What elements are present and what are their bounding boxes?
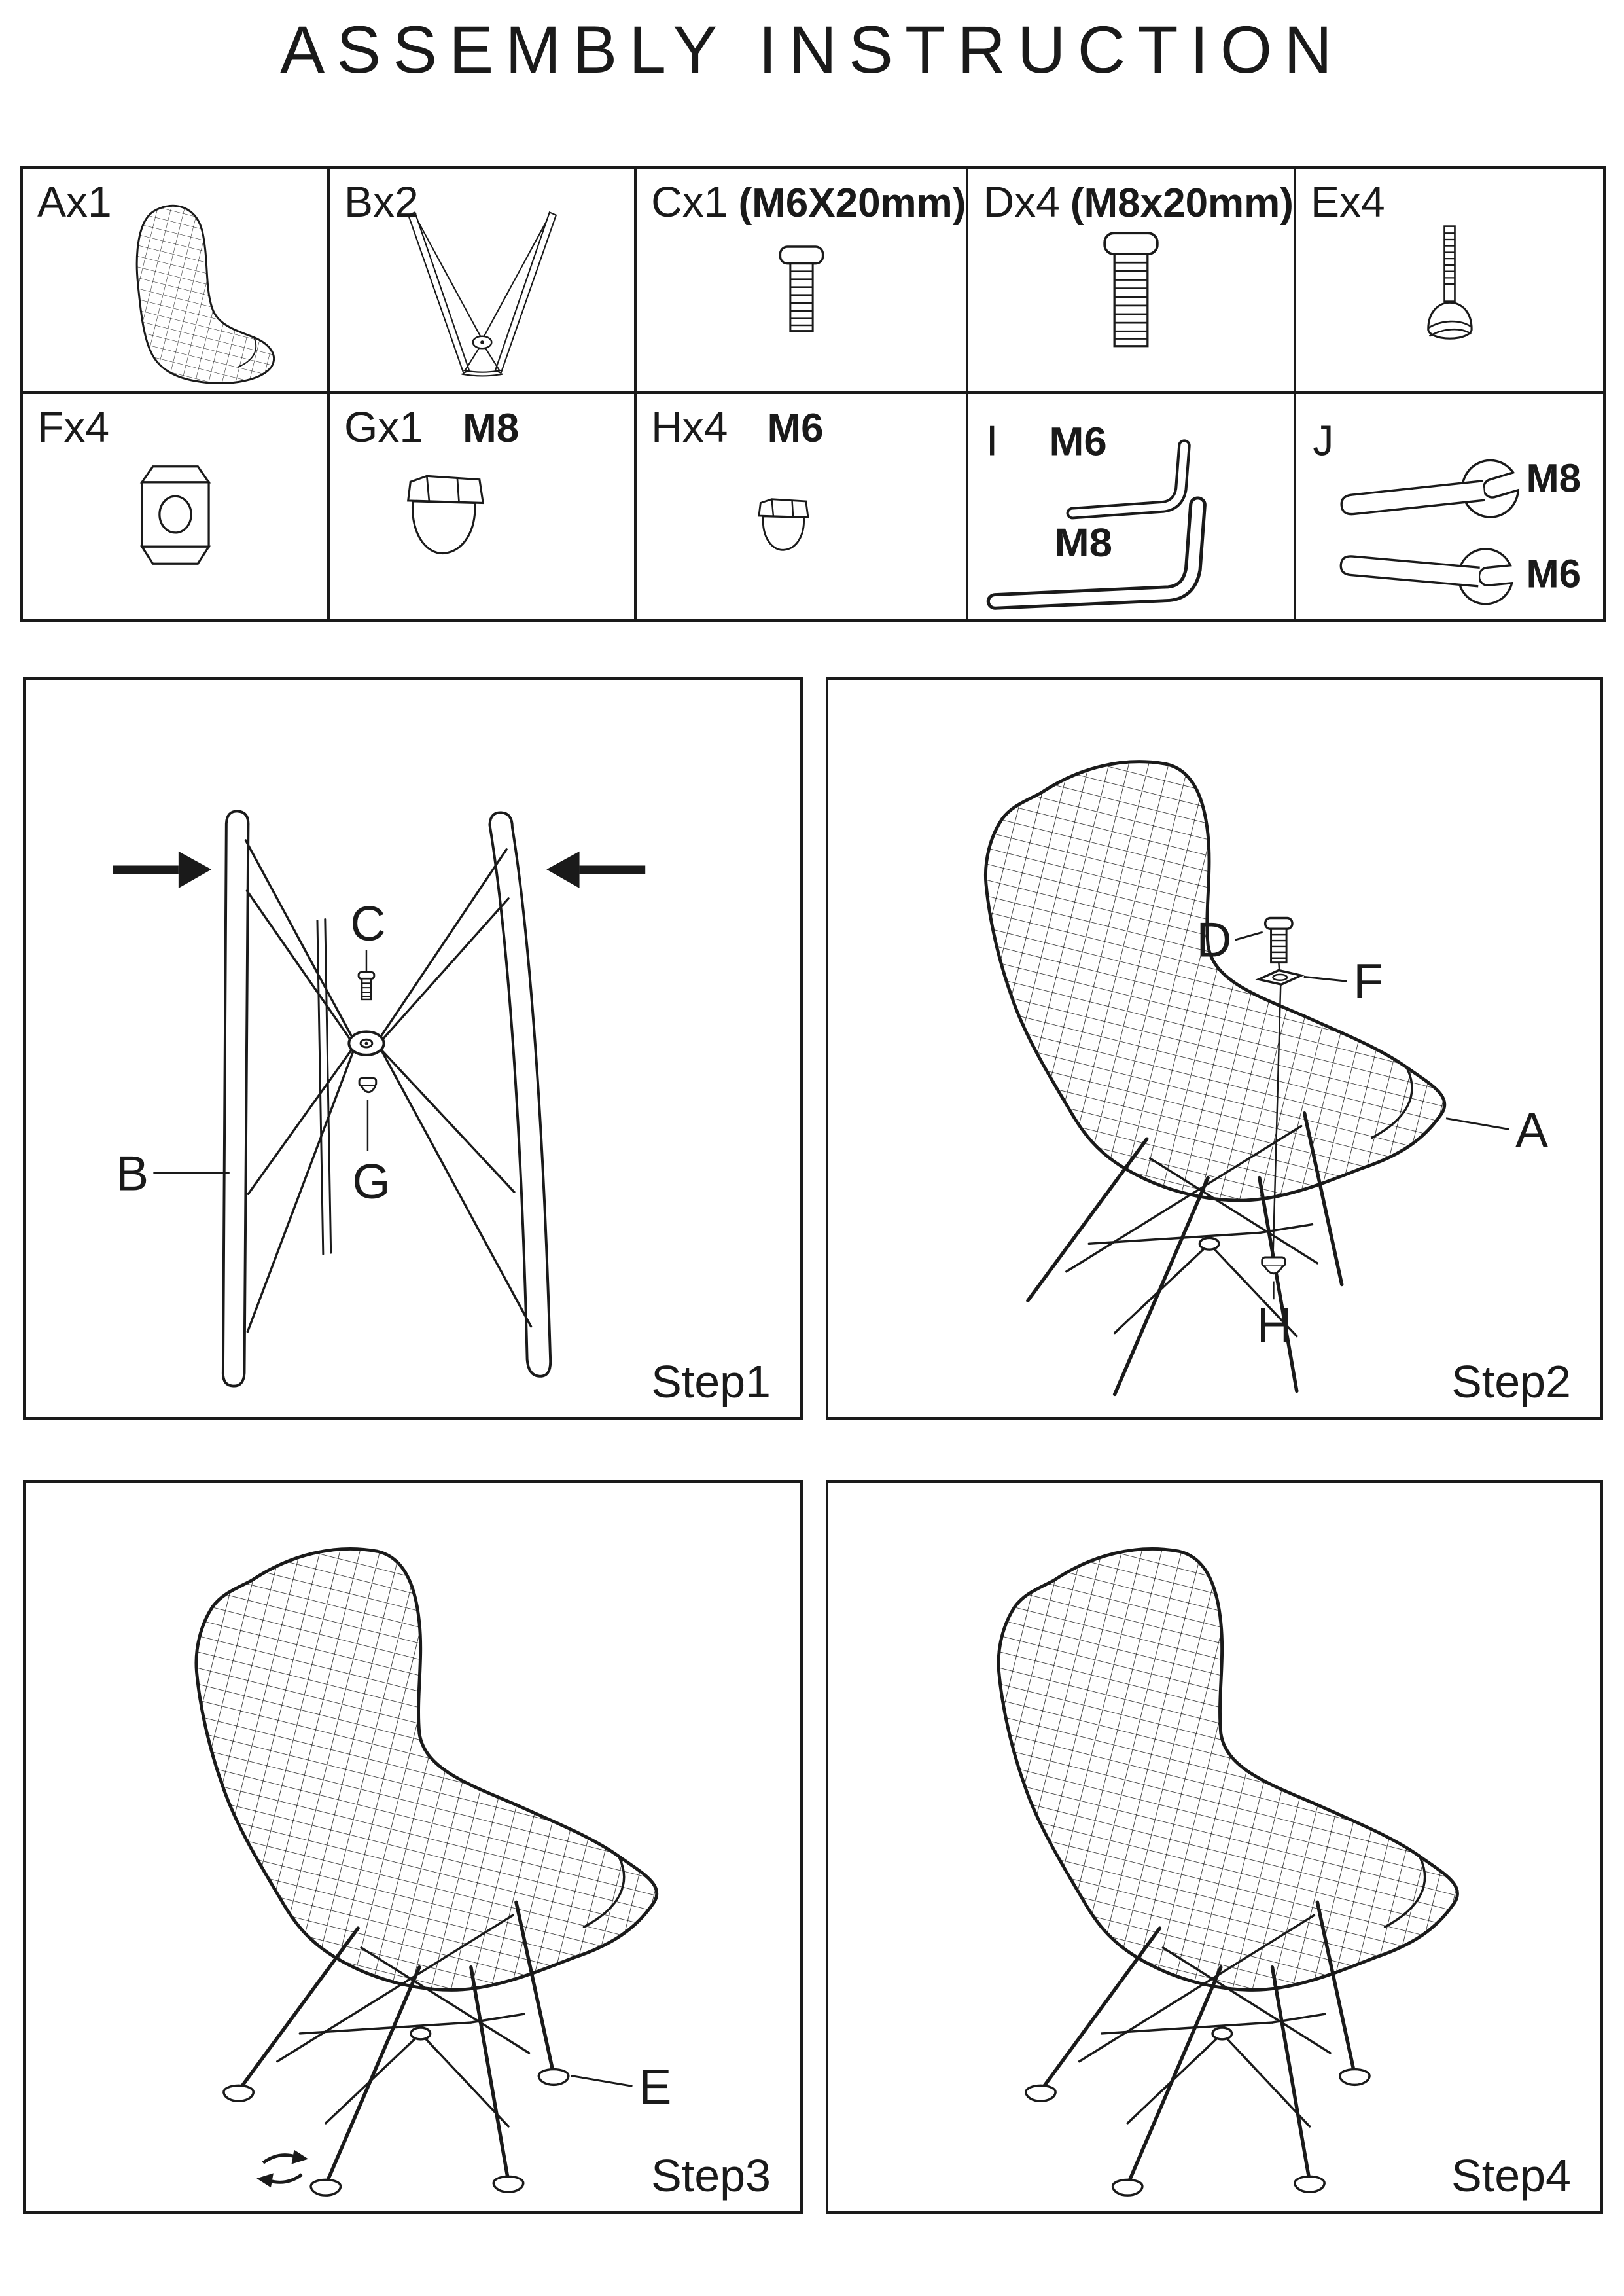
- part-label-b: Bx2: [344, 177, 419, 226]
- step4-panel: [826, 1480, 1603, 2214]
- glide-foot-icon: [1405, 219, 1494, 370]
- wrench-m8-icon: [1339, 457, 1521, 533]
- step3-panel: [23, 1480, 803, 2214]
- wire-chair-drawing: [998, 1549, 1457, 2195]
- part-cell-e: [1296, 169, 1603, 394]
- part-cell-d: [968, 169, 1296, 394]
- part-cell-j: [1296, 394, 1603, 619]
- step4-illustration: [828, 1483, 1600, 2211]
- part-label-a: Ax1: [37, 177, 112, 226]
- callout-d: D: [1196, 912, 1232, 967]
- part-label-j: J: [1313, 416, 1334, 465]
- allen-key-m6-label: M6: [1049, 420, 1108, 464]
- push-arrow-left-icon: [113, 852, 211, 888]
- part-label-f: Fx4: [37, 402, 110, 451]
- wire-chair-drawing: [985, 762, 1444, 1395]
- part-label-i: I: [986, 417, 999, 465]
- part-spec-h: M6: [767, 405, 824, 451]
- page-title: ASSEMBLY INSTRUCTION: [280, 12, 1344, 87]
- wrench-m6-icon: [1339, 536, 1515, 606]
- wrench-m6-label: M6: [1526, 550, 1581, 596]
- callout-leader-d: [1235, 932, 1262, 940]
- part-label-e: Ex4: [1310, 177, 1385, 226]
- screw-d-drawing: [1265, 918, 1292, 971]
- step2-panel: [826, 677, 1603, 1420]
- step3-illustration: [26, 1483, 800, 2211]
- parts-table: [20, 166, 1606, 622]
- callout-leader-a: [1446, 1119, 1509, 1130]
- allen-key-m8-label: M8: [1055, 520, 1113, 565]
- allen-keys-icon: [968, 394, 1294, 619]
- part-cell-i: [968, 394, 1296, 619]
- callout-f: F: [1353, 953, 1384, 1009]
- part-spec-c: (M6X20mm): [738, 181, 966, 226]
- part-cell-f: [23, 394, 330, 619]
- part-cell-b: [330, 169, 637, 394]
- washer-f-drawing: [1259, 970, 1301, 984]
- part-label-c: Cx1: [651, 177, 728, 226]
- wrenches-icon: [1296, 394, 1603, 619]
- part-cell-h: [637, 394, 968, 619]
- step2-illustration: [828, 680, 1600, 1417]
- part-cell-a: [23, 169, 330, 394]
- part-cell-g: [330, 394, 637, 619]
- step1-label: Step1: [644, 1355, 771, 1408]
- callout-c: C: [350, 896, 386, 952]
- callout-b: B: [116, 1145, 149, 1201]
- screw-m6-icon: [766, 239, 838, 357]
- cap-nut-m6-icon: [733, 475, 831, 577]
- callout-a: A: [1515, 1102, 1549, 1158]
- cap-nut-m8-icon: [389, 467, 497, 578]
- cap-nut-h-drawing: [1262, 1257, 1285, 1299]
- rotate-arrows-icon: [256, 2150, 308, 2188]
- part-label-h: Hx4: [651, 402, 728, 451]
- step1-panel: [23, 677, 803, 1420]
- callout-e: E: [639, 2058, 672, 2115]
- part-label-g: Gx1: [344, 402, 424, 451]
- callout-g: G: [352, 1154, 391, 1210]
- square-nut-icon: [123, 456, 228, 583]
- wire-base-pair-drawing: [223, 811, 550, 1386]
- callout-h: H: [1256, 1297, 1292, 1353]
- screw-c-drawing: [359, 950, 374, 999]
- step1-illustration: [26, 680, 800, 1417]
- step4-label: Step4: [1445, 2149, 1571, 2202]
- screw-m8-icon: [1090, 226, 1172, 373]
- wrench-m8-label: M8: [1526, 455, 1581, 501]
- step3-label: Step3: [644, 2149, 771, 2202]
- callout-leader-e: [571, 2075, 633, 2086]
- step2-label: Step2: [1445, 1355, 1571, 1408]
- part-label-d: Dx4: [983, 177, 1060, 226]
- part-spec-d: (M8x20mm): [1070, 181, 1294, 226]
- callout-leader-f: [1304, 977, 1347, 981]
- part-cell-c: [637, 169, 968, 394]
- cap-nut-g-drawing: [359, 1078, 376, 1151]
- push-arrow-right-icon: [546, 852, 645, 888]
- wire-chair-drawing: [196, 1549, 657, 2195]
- part-spec-g: M8: [463, 405, 520, 451]
